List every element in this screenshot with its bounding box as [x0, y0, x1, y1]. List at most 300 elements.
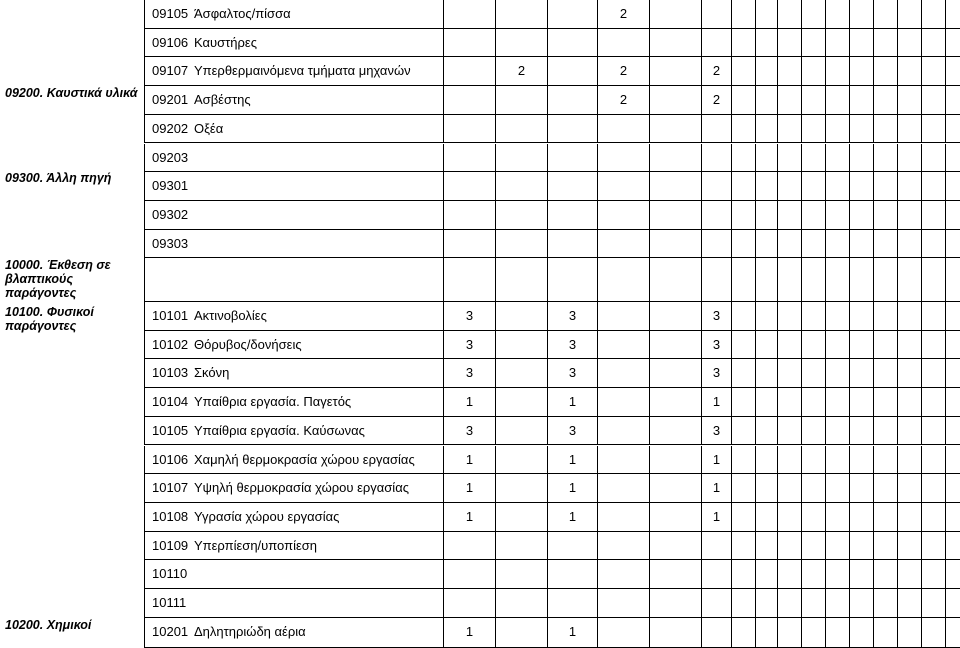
row-value-6: 1 [702, 474, 732, 503]
row-code: 10106 [144, 446, 188, 475]
row-value-2 [496, 388, 548, 417]
row-empty-cell [874, 589, 898, 618]
row-value-1 [444, 532, 496, 561]
row-empty-cell [898, 618, 922, 648]
row-value-5 [650, 474, 702, 503]
row-value-5 [650, 86, 702, 115]
row-value-5 [650, 417, 702, 446]
row-empty-cell [946, 302, 960, 331]
row-value-3 [548, 172, 598, 201]
row-empty-cell [732, 0, 756, 29]
row-empty-cell [756, 57, 778, 86]
category-label-line: βλαπτικούς [5, 272, 74, 286]
row-value-6 [702, 115, 732, 144]
row-value-3: 1 [548, 503, 598, 532]
row-empty-cell [898, 0, 922, 29]
row-empty-cell [898, 503, 922, 532]
row-empty-cell [922, 503, 946, 532]
row-empty-cell [826, 359, 850, 388]
row-value-3 [548, 57, 598, 86]
row-empty-cell [826, 302, 850, 331]
row-empty-cell [732, 331, 756, 360]
row-value-3: 3 [548, 331, 598, 360]
row-description [188, 172, 444, 201]
row-value-4: 2 [598, 57, 650, 86]
row-empty-cell [874, 0, 898, 29]
row-value-1 [444, 115, 496, 144]
row-empty-cell [850, 474, 874, 503]
row-value-6 [702, 618, 732, 648]
row-code: 10105 [144, 417, 188, 446]
row-value-5 [650, 115, 702, 144]
row-description [188, 560, 444, 589]
row-empty-cell [874, 503, 898, 532]
row-empty-cell [756, 144, 778, 173]
row-value-4 [598, 474, 650, 503]
row-empty-cell [922, 201, 946, 230]
row-empty-cell [802, 57, 826, 86]
row-description: Υπερθερμαινόμενα τμήματα μηχανών [188, 57, 444, 86]
row-empty-cell [946, 618, 960, 648]
row-empty-cell [874, 172, 898, 201]
row-value-6 [702, 172, 732, 201]
table-row [144, 230, 960, 259]
row-value-2 [496, 560, 548, 589]
row-value-1 [444, 144, 496, 173]
row-description: Υπερπίεση/υποπίεση [188, 532, 444, 561]
row-description: Υπαίθρια εργασία. Παγετός [188, 388, 444, 417]
row-code: 10103 [144, 359, 188, 388]
row-empty-cell [732, 417, 756, 446]
row-value-4 [598, 532, 650, 561]
row-empty-cell [826, 86, 850, 115]
row-empty-cell [802, 359, 826, 388]
grid-line [731, 258, 732, 302]
row-value-5 [650, 532, 702, 561]
row-code: 09105 [144, 0, 188, 29]
category-label-line: 10100. Φυσικοί [5, 305, 94, 319]
row-empty-cell [850, 0, 874, 29]
table-row [144, 172, 960, 201]
row-empty-cell [778, 302, 802, 331]
row-empty-cell [826, 115, 850, 144]
row-value-1 [444, 560, 496, 589]
row-empty-cell [850, 417, 874, 446]
row-empty-cell [898, 359, 922, 388]
row-value-5 [650, 302, 702, 331]
row-value-4 [598, 331, 650, 360]
row-empty-cell [850, 172, 874, 201]
row-value-1: 3 [444, 302, 496, 331]
row-code: 10110 [144, 560, 188, 589]
row-empty-cell [850, 86, 874, 115]
row-empty-cell [778, 331, 802, 360]
row-value-4 [598, 618, 650, 648]
row-code: 09106 [144, 29, 188, 58]
row-empty-cell [826, 503, 850, 532]
row-value-4 [598, 359, 650, 388]
row-empty-cell [802, 618, 826, 648]
row-empty-cell [850, 589, 874, 618]
category-label-line: 10200. Χημικοί [5, 618, 92, 632]
row-value-2 [496, 331, 548, 360]
row-empty-cell [802, 230, 826, 259]
row-value-1: 1 [444, 446, 496, 475]
table-row [144, 503, 960, 532]
row-value-6: 2 [702, 86, 732, 115]
row-value-1: 1 [444, 388, 496, 417]
row-value-6 [702, 589, 732, 618]
row-value-6: 3 [702, 331, 732, 360]
row-empty-cell [946, 503, 960, 532]
row-value-2 [496, 115, 548, 144]
table-row [144, 86, 960, 115]
row-empty-cell [802, 201, 826, 230]
row-empty-cell [802, 503, 826, 532]
row-empty-cell [850, 302, 874, 331]
row-empty-cell [946, 446, 960, 475]
row-value-3 [548, 560, 598, 589]
row-empty-cell [802, 0, 826, 29]
row-empty-cell [922, 474, 946, 503]
row-empty-cell [850, 201, 874, 230]
row-empty-cell [874, 446, 898, 475]
row-empty-cell [898, 57, 922, 86]
row-value-6 [702, 201, 732, 230]
row-value-5 [650, 503, 702, 532]
row-value-4 [598, 230, 650, 259]
row-empty-cell [732, 115, 756, 144]
row-empty-cell [922, 144, 946, 173]
row-value-2 [496, 503, 548, 532]
row-value-3: 3 [548, 302, 598, 331]
row-value-4 [598, 503, 650, 532]
row-description: Χαμηλή θερμοκρασία χώρου εργασίας [188, 446, 444, 475]
row-empty-cell [850, 560, 874, 589]
grid-line [755, 258, 756, 302]
row-value-2 [496, 532, 548, 561]
row-empty-cell [850, 532, 874, 561]
row-code: 09202 [144, 115, 188, 144]
row-code: 10104 [144, 388, 188, 417]
row-value-1 [444, 0, 496, 29]
row-value-2 [496, 618, 548, 648]
row-empty-cell [802, 474, 826, 503]
table-row [144, 144, 960, 173]
row-empty-cell [732, 359, 756, 388]
row-empty-cell [826, 560, 850, 589]
row-value-2 [496, 172, 548, 201]
row-value-1 [444, 29, 496, 58]
row-empty-cell [946, 532, 960, 561]
row-empty-cell [874, 86, 898, 115]
row-empty-cell [778, 417, 802, 446]
row-empty-cell [778, 388, 802, 417]
row-empty-cell [802, 560, 826, 589]
grid-line [945, 258, 946, 302]
row-empty-cell [756, 560, 778, 589]
row-empty-cell [756, 618, 778, 648]
grid-line [777, 258, 778, 302]
row-value-2 [496, 474, 548, 503]
row-value-3 [548, 115, 598, 144]
row-code: 10201 [144, 618, 188, 648]
row-empty-cell [778, 503, 802, 532]
category-label [5, 618, 91, 632]
row-empty-cell [946, 359, 960, 388]
row-empty-cell [946, 474, 960, 503]
row-empty-cell [826, 446, 850, 475]
row-value-1: 1 [444, 618, 496, 648]
row-empty-cell [826, 417, 850, 446]
category-label-line: 09200. Καυστικά υλικά [5, 86, 138, 100]
row-empty-cell [874, 57, 898, 86]
row-value-3 [548, 532, 598, 561]
row-description: Υπαίθρια εργασία. Καύσωνας [188, 417, 444, 446]
row-empty-cell [732, 618, 756, 648]
row-value-2 [496, 359, 548, 388]
row-empty-cell [922, 0, 946, 29]
category-label [5, 305, 94, 333]
row-empty-cell [922, 302, 946, 331]
row-value-6: 1 [702, 446, 732, 475]
category-label [5, 86, 138, 100]
table-row [144, 474, 960, 503]
row-empty-cell [850, 359, 874, 388]
row-value-2 [496, 201, 548, 230]
row-value-6: 3 [702, 417, 732, 446]
row-value-2 [496, 0, 548, 29]
row-empty-cell [946, 589, 960, 618]
row-empty-cell [826, 144, 850, 173]
row-empty-cell [946, 230, 960, 259]
row-description [188, 201, 444, 230]
row-empty-cell [898, 446, 922, 475]
row-value-1: 3 [444, 417, 496, 446]
row-value-4 [598, 446, 650, 475]
row-empty-cell [898, 29, 922, 58]
row-empty-cell [874, 474, 898, 503]
row-code: 09302 [144, 201, 188, 230]
row-value-4: 2 [598, 0, 650, 29]
row-value-5 [650, 144, 702, 173]
row-empty-cell [802, 115, 826, 144]
row-empty-cell [850, 503, 874, 532]
row-empty-cell [898, 302, 922, 331]
row-value-6: 3 [702, 359, 732, 388]
row-empty-cell [922, 230, 946, 259]
row-code: 09201 [144, 86, 188, 115]
row-empty-cell [756, 172, 778, 201]
row-empty-cell [874, 388, 898, 417]
row-empty-cell [802, 532, 826, 561]
row-value-1 [444, 230, 496, 259]
row-empty-cell [922, 388, 946, 417]
row-value-1: 1 [444, 474, 496, 503]
row-empty-cell [778, 86, 802, 115]
row-empty-cell [756, 417, 778, 446]
row-value-1 [444, 172, 496, 201]
row-empty-cell [946, 57, 960, 86]
row-empty-cell [778, 57, 802, 86]
row-empty-cell [756, 86, 778, 115]
row-empty-cell [874, 359, 898, 388]
row-empty-cell [756, 359, 778, 388]
table-row [144, 57, 960, 86]
row-empty-cell [732, 503, 756, 532]
row-empty-cell [778, 618, 802, 648]
row-value-5 [650, 230, 702, 259]
table-row [144, 532, 960, 561]
grid-line [649, 258, 650, 302]
row-description: Ασβέστης [188, 86, 444, 115]
row-value-3 [548, 29, 598, 58]
row-value-1: 3 [444, 331, 496, 360]
row-value-1 [444, 86, 496, 115]
row-empty-cell [826, 29, 850, 58]
row-value-5 [650, 331, 702, 360]
row-value-2 [496, 446, 548, 475]
category-label [5, 171, 111, 185]
grid-line [443, 258, 444, 302]
row-value-3: 1 [548, 446, 598, 475]
row-empty-cell [946, 388, 960, 417]
row-empty-cell [850, 144, 874, 173]
row-value-5 [650, 388, 702, 417]
row-value-1: 3 [444, 359, 496, 388]
row-value-5 [650, 172, 702, 201]
row-empty-cell [778, 201, 802, 230]
row-empty-cell [850, 57, 874, 86]
row-empty-cell [802, 388, 826, 417]
grid-line [873, 258, 874, 302]
row-empty-cell [756, 29, 778, 58]
row-description: Δηλητηριώδη αέρια [188, 618, 444, 648]
row-empty-cell [898, 532, 922, 561]
row-value-2 [496, 86, 548, 115]
table-row [144, 29, 960, 58]
row-empty-cell [778, 29, 802, 58]
table-row [144, 589, 960, 618]
row-empty-cell [778, 446, 802, 475]
row-empty-cell [732, 230, 756, 259]
row-empty-cell [802, 331, 826, 360]
row-empty-cell [922, 115, 946, 144]
row-empty-cell [898, 417, 922, 446]
row-empty-cell [732, 201, 756, 230]
row-empty-cell [778, 532, 802, 561]
row-empty-cell [946, 29, 960, 58]
row-value-2 [496, 144, 548, 173]
row-empty-cell [756, 503, 778, 532]
row-empty-cell [732, 474, 756, 503]
row-value-4 [598, 172, 650, 201]
row-value-5 [650, 359, 702, 388]
row-value-3 [548, 86, 598, 115]
row-empty-cell [922, 446, 946, 475]
grid-line [701, 258, 702, 302]
row-value-6 [702, 532, 732, 561]
row-value-6 [702, 29, 732, 58]
row-empty-cell [874, 201, 898, 230]
row-value-2 [496, 230, 548, 259]
row-empty-cell [826, 589, 850, 618]
row-empty-cell [946, 0, 960, 29]
category-label [5, 258, 111, 300]
grid-line [921, 258, 922, 302]
row-empty-cell [922, 57, 946, 86]
row-value-3: 1 [548, 618, 598, 648]
table-row [144, 115, 960, 144]
row-value-4 [598, 589, 650, 618]
row-empty-cell [922, 172, 946, 201]
row-value-6: 1 [702, 503, 732, 532]
row-value-5 [650, 446, 702, 475]
row-empty-cell [756, 115, 778, 144]
row-empty-cell [732, 302, 756, 331]
row-empty-cell [922, 560, 946, 589]
row-empty-cell [778, 144, 802, 173]
row-empty-cell [874, 331, 898, 360]
row-code: 09203 [144, 144, 188, 173]
row-empty-cell [898, 230, 922, 259]
row-empty-cell [898, 388, 922, 417]
row-empty-cell [874, 302, 898, 331]
row-empty-cell [946, 331, 960, 360]
row-empty-cell [898, 144, 922, 173]
row-empty-cell [850, 115, 874, 144]
row-empty-cell [778, 172, 802, 201]
row-value-3: 1 [548, 474, 598, 503]
grid-line [801, 258, 802, 302]
grid-line [897, 258, 898, 302]
row-code: 10108 [144, 503, 188, 532]
grid-line [825, 258, 826, 302]
row-empty-cell [874, 29, 898, 58]
row-empty-cell [756, 446, 778, 475]
row-empty-cell [874, 532, 898, 561]
row-empty-cell [802, 29, 826, 58]
row-empty-cell [850, 388, 874, 417]
row-value-2 [496, 417, 548, 446]
row-value-1 [444, 57, 496, 86]
row-empty-cell [826, 388, 850, 417]
row-code: 10109 [144, 532, 188, 561]
table-row [144, 359, 960, 388]
row-value-3 [548, 230, 598, 259]
row-empty-cell [898, 86, 922, 115]
row-empty-cell [756, 230, 778, 259]
row-empty-cell [850, 331, 874, 360]
row-empty-cell [778, 359, 802, 388]
row-empty-cell [826, 0, 850, 29]
table-row [144, 560, 960, 589]
row-empty-cell [778, 0, 802, 29]
category-label-line: παράγοντες [5, 286, 77, 300]
table-row [144, 618, 960, 648]
row-value-4 [598, 29, 650, 58]
row-empty-cell [922, 618, 946, 648]
row-value-2 [496, 589, 548, 618]
table-row [144, 446, 960, 475]
row-value-3 [548, 144, 598, 173]
row-value-5 [650, 0, 702, 29]
row-empty-cell [756, 589, 778, 618]
row-value-2 [496, 302, 548, 331]
row-value-1 [444, 589, 496, 618]
row-value-4 [598, 388, 650, 417]
row-empty-cell [802, 417, 826, 446]
